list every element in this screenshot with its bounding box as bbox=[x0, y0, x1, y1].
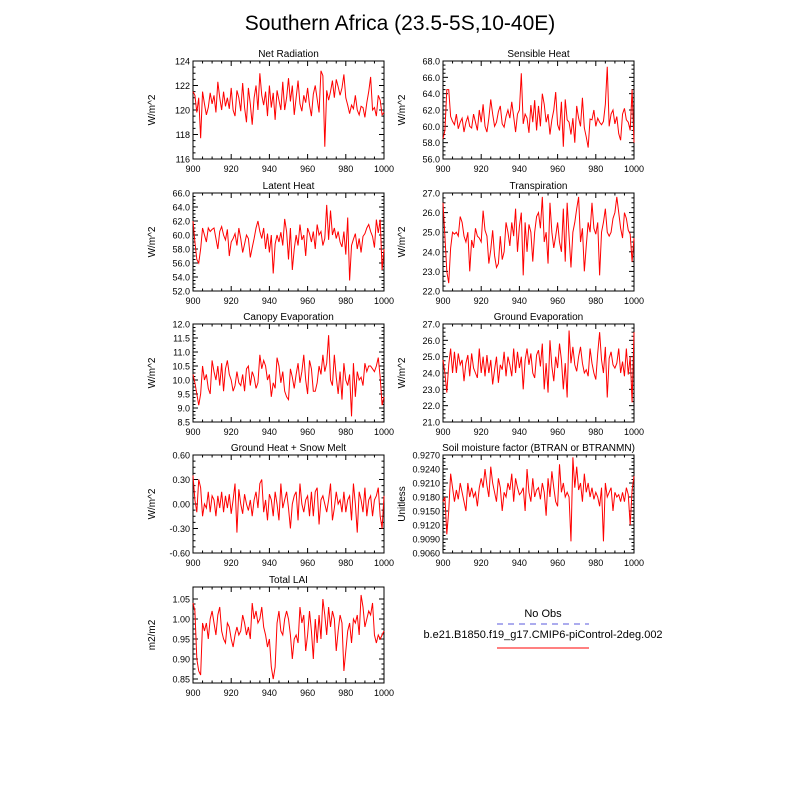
y-tick-label: 62.0 bbox=[422, 105, 440, 116]
x-tick-label: 960 bbox=[300, 164, 316, 174]
x-tick-label: 920 bbox=[473, 427, 489, 437]
x-tick-label: 1000 bbox=[623, 558, 645, 568]
x-tick-label: 980 bbox=[588, 558, 604, 568]
series-line-soil-moisture-factor-btran-or-btranmn bbox=[443, 457, 634, 541]
panel-title: Canopy Evaporation bbox=[243, 312, 334, 323]
y-tick-label: 26.0 bbox=[422, 335, 440, 346]
x-tick-label: 900 bbox=[435, 296, 451, 306]
x-tick-label: 920 bbox=[473, 164, 489, 174]
y-tick-label: 58.0 bbox=[172, 244, 190, 255]
x-tick-label: 920 bbox=[473, 558, 489, 568]
y-tick-label: 0.9120 bbox=[412, 520, 440, 531]
y-tick-label: 56.0 bbox=[422, 154, 440, 165]
panel-title: Sensible Heat bbox=[507, 49, 570, 60]
x-tick-label: 900 bbox=[185, 296, 201, 306]
plot-frame bbox=[193, 324, 384, 422]
y-tick-label: 60.0 bbox=[422, 121, 440, 132]
x-tick-label: 900 bbox=[435, 427, 451, 437]
x-tick-label: 980 bbox=[338, 558, 354, 568]
x-tick-label: 1000 bbox=[373, 688, 395, 698]
panel-net-radiation bbox=[147, 49, 394, 174]
x-tick-label: 980 bbox=[338, 296, 354, 306]
y-axis-label: W/m^2 bbox=[147, 94, 158, 126]
panel-transpiration bbox=[397, 181, 644, 306]
x-tick-label: 960 bbox=[300, 296, 316, 306]
x-tick-label: 940 bbox=[511, 558, 527, 568]
x-tick-label: 980 bbox=[588, 427, 604, 437]
y-tick-label: 0.9240 bbox=[412, 464, 440, 475]
y-tick-label: 54.0 bbox=[172, 272, 190, 283]
y-axis-label: W/m^2 bbox=[147, 488, 158, 520]
y-tick-label: 11.0 bbox=[173, 347, 190, 358]
panel-title: Ground Heat + Snow Melt bbox=[230, 443, 347, 454]
y-tick-label: 124 bbox=[174, 56, 190, 67]
x-tick-label: 1000 bbox=[373, 558, 395, 568]
y-tick-label: 60.0 bbox=[172, 230, 190, 241]
y-tick-label: 122 bbox=[174, 81, 190, 91]
plot-frame bbox=[193, 193, 384, 291]
panel-title: Ground Evaporation bbox=[493, 312, 584, 323]
x-tick-label: 940 bbox=[511, 296, 527, 306]
y-tick-label: 64.0 bbox=[422, 89, 440, 100]
y-tick-label: 22.0 bbox=[422, 286, 440, 297]
x-tick-label: 900 bbox=[185, 558, 201, 568]
y-tick-label: 1.05 bbox=[172, 594, 190, 605]
y-tick-label: 58.0 bbox=[422, 138, 440, 149]
y-tick-label: 0.00 bbox=[172, 499, 190, 510]
x-tick-label: 940 bbox=[511, 164, 527, 174]
y-tick-label: 62.0 bbox=[172, 216, 190, 227]
panel-ground-heat-snow-melt bbox=[147, 443, 394, 568]
y-tick-label: 0.30 bbox=[172, 475, 190, 485]
y-tick-label: 0.9210 bbox=[412, 478, 440, 489]
x-tick-label: 940 bbox=[261, 688, 277, 698]
x-tick-label: 940 bbox=[261, 164, 277, 174]
y-tick-label: 9.5 bbox=[177, 389, 190, 400]
y-tick-label: 25.0 bbox=[422, 227, 440, 238]
series-line-total-lai bbox=[193, 595, 384, 679]
y-tick-label: 118 bbox=[175, 130, 190, 140]
x-tick-label: 980 bbox=[338, 164, 354, 174]
x-tick-label: 960 bbox=[550, 296, 566, 306]
x-tick-label: 1000 bbox=[373, 427, 395, 437]
y-tick-label: 24.0 bbox=[422, 368, 440, 379]
figure-title: Southern Africa (23.5-5S,10-40E) bbox=[244, 12, 556, 35]
x-tick-label: 1000 bbox=[373, 296, 395, 306]
y-tick-label: 66.0 bbox=[422, 72, 440, 83]
x-tick-label: 960 bbox=[550, 427, 566, 437]
series-line-transpiration bbox=[443, 197, 634, 283]
y-tick-label: 10.0 bbox=[172, 375, 190, 386]
y-tick-label: 52.0 bbox=[172, 286, 190, 297]
y-tick-label: 0.9270 bbox=[412, 450, 440, 461]
y-tick-label: 27.0 bbox=[422, 319, 440, 330]
y-tick-label: 120 bbox=[174, 105, 190, 116]
y-tick-label: 0.9180 bbox=[412, 492, 440, 503]
x-tick-label: 960 bbox=[550, 164, 566, 174]
x-tick-label: 1000 bbox=[623, 296, 645, 306]
x-tick-label: 920 bbox=[223, 558, 239, 568]
y-tick-label: 0.9060 bbox=[412, 548, 440, 559]
legend-obs-label: No Obs bbox=[524, 608, 562, 620]
y-tick-label: -0.30 bbox=[169, 524, 190, 534]
x-tick-label: 980 bbox=[338, 427, 354, 437]
y-tick-label: 64.0 bbox=[172, 202, 190, 213]
panel-title: Net Radiation bbox=[258, 49, 319, 60]
y-tick-label: 68.0 bbox=[422, 56, 440, 67]
x-tick-label: 1000 bbox=[373, 164, 395, 174]
y-tick-label: 11.5 bbox=[173, 333, 190, 344]
x-tick-label: 980 bbox=[588, 296, 604, 306]
plot-frame bbox=[443, 455, 634, 553]
x-tick-label: 920 bbox=[223, 164, 239, 174]
x-tick-label: 900 bbox=[185, 427, 201, 437]
panel-soil-moisture-factor-btran-or-btranmn bbox=[397, 443, 644, 568]
y-axis-label: W/m^2 bbox=[397, 94, 408, 126]
y-tick-label: 8.5 bbox=[177, 417, 190, 428]
y-tick-label: 0.9090 bbox=[412, 534, 440, 545]
y-tick-label: 1.00 bbox=[172, 614, 190, 625]
series-line-latent-heat bbox=[193, 205, 384, 281]
series-line-sensible-heat bbox=[443, 67, 634, 148]
panel-latent-heat bbox=[147, 181, 394, 306]
y-tick-label: -0.60 bbox=[169, 548, 190, 559]
y-tick-label: 116 bbox=[175, 154, 190, 165]
panels bbox=[147, 49, 644, 698]
panel-title: Transpiration bbox=[509, 181, 568, 192]
panel-title: Latent Heat bbox=[262, 181, 315, 192]
y-axis-label: W/m^2 bbox=[397, 226, 408, 258]
panel-title: Soil moisture factor (BTRAN or BTRANMN) bbox=[442, 443, 635, 454]
plot-frame bbox=[193, 587, 384, 683]
y-tick-label: 23.0 bbox=[422, 384, 440, 395]
x-tick-label: 920 bbox=[223, 427, 239, 437]
x-tick-label: 920 bbox=[223, 688, 239, 698]
y-tick-label: 9.0 bbox=[177, 403, 190, 414]
series-line-net-radiation bbox=[193, 71, 384, 147]
x-tick-label: 960 bbox=[550, 558, 566, 568]
panel-ground-evaporation bbox=[397, 312, 644, 437]
x-tick-label: 900 bbox=[185, 688, 201, 698]
panel-canopy-evaporation bbox=[147, 312, 394, 437]
panel-total-lai bbox=[147, 575, 394, 698]
plot-frame bbox=[443, 324, 634, 422]
y-tick-label: 24.0 bbox=[422, 247, 440, 258]
y-tick-label: 27.0 bbox=[422, 188, 440, 199]
series-line-ground-heat-snow-melt bbox=[193, 475, 384, 532]
series-line-ground-evaporation bbox=[443, 331, 634, 403]
x-tick-label: 900 bbox=[435, 558, 451, 568]
y-axis-label: W/m^2 bbox=[147, 357, 158, 389]
x-tick-label: 920 bbox=[473, 296, 489, 306]
y-tick-label: 22.0 bbox=[422, 401, 440, 412]
x-tick-label: 920 bbox=[223, 296, 239, 306]
y-axis-label: W/m^2 bbox=[147, 226, 158, 258]
x-tick-label: 980 bbox=[588, 164, 604, 174]
x-tick-label: 940 bbox=[261, 558, 277, 568]
series-line-canopy-evaporation bbox=[193, 335, 384, 416]
y-tick-label: 0.95 bbox=[172, 634, 190, 645]
y-tick-label: 21.0 bbox=[422, 417, 440, 428]
y-tick-label: 23.0 bbox=[422, 266, 440, 277]
panel-title: Total LAI bbox=[269, 575, 308, 586]
panel-sensible-heat bbox=[397, 49, 644, 174]
x-tick-label: 980 bbox=[338, 688, 354, 698]
y-tick-label: 25.0 bbox=[422, 352, 440, 363]
y-tick-label: 26.0 bbox=[422, 208, 440, 219]
x-tick-label: 1000 bbox=[623, 164, 645, 174]
y-tick-label: 66.0 bbox=[172, 188, 190, 199]
y-tick-label: 10.5 bbox=[172, 361, 190, 372]
legend bbox=[423, 608, 662, 648]
x-tick-label: 900 bbox=[435, 164, 451, 174]
y-tick-label: 56.0 bbox=[172, 258, 190, 269]
y-tick-label: 0.60 bbox=[172, 450, 190, 461]
x-tick-label: 960 bbox=[300, 558, 316, 568]
y-tick-label: 12.0 bbox=[172, 319, 190, 330]
y-tick-label: 0.9150 bbox=[412, 506, 440, 517]
y-tick-label: 0.85 bbox=[172, 674, 190, 685]
y-axis-label: m2/m2 bbox=[147, 619, 158, 651]
x-tick-label: 940 bbox=[261, 427, 277, 437]
y-axis-label: Unitless bbox=[397, 486, 408, 522]
x-tick-label: 960 bbox=[300, 688, 316, 698]
y-axis-label: W/m^2 bbox=[397, 357, 408, 389]
x-tick-label: 940 bbox=[261, 296, 277, 306]
x-tick-label: 940 bbox=[511, 427, 527, 437]
y-tick-label: 0.90 bbox=[172, 654, 190, 665]
x-tick-label: 1000 bbox=[623, 427, 645, 437]
x-tick-label: 960 bbox=[300, 427, 316, 437]
legend-model-label: b.e21.B1850.f19_g17.CMIP6-piControl-2deg.002 bbox=[423, 629, 663, 641]
x-tick-label: 900 bbox=[185, 164, 201, 174]
